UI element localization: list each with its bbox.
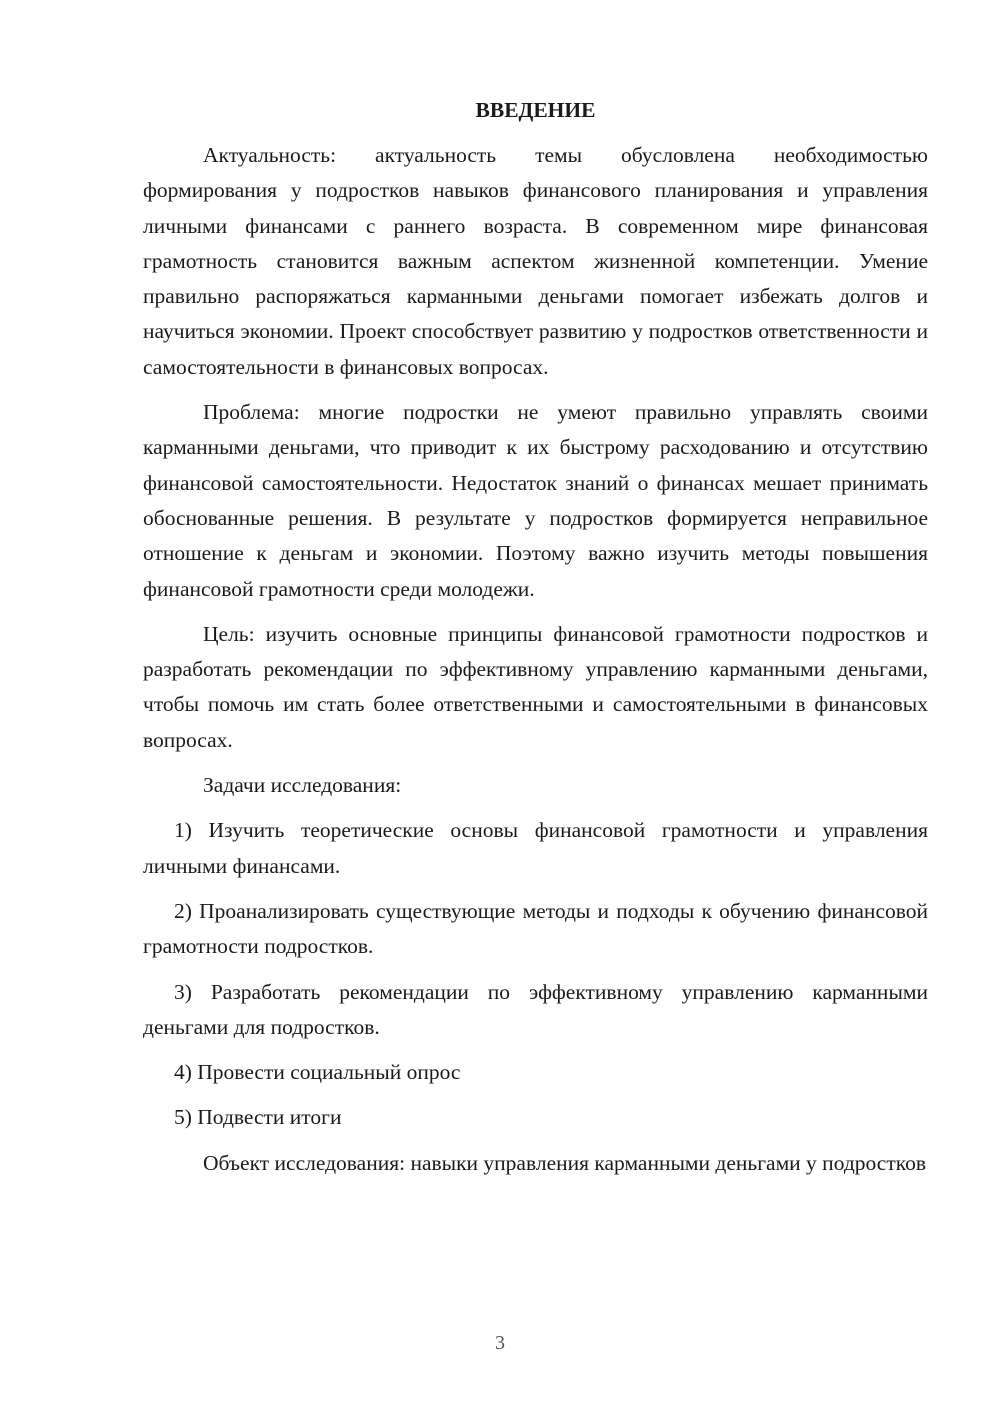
page-number: 3 [495, 1332, 505, 1354]
relevance-paragraph: Актуальность: актуальность темы обусловлена необходимостью формирования у подростков навыков финансового планирования и управления личными финансами с раннего возраста. В современном мире финансовая грамотность становится важным аспектом жизненной компетенции. Умение правильно распоряжаться карманными деньгами помогает избежать долгов и научиться экономии. Проект способствует развитию у подростков ответственности и самостоятельности в финансовых вопросах. [143, 143, 928, 379]
task-item-3: 3) Разработать рекомендации по эффективному управлению карманными деньгами для подростков. [143, 979, 928, 1039]
problem-paragraph: Проблема: многие подростки не умеют правильно управлять своими карманными деньгами, что приводит к их быстрому расходованию и отсутствию финансовой самостоятельности. Недостаток знаний о финансах мешает принимать обоснованные решения. В результате у подростков формируется неправильное отношение к деньгам и экономии. Поэтому важно изучить методы повышения финансовой грамотности среди молодежи. [143, 400, 928, 601]
section-heading: ВВЕДЕНИЕ [475, 98, 596, 122]
tasks-title: Задачи исследования: [203, 773, 402, 798]
task-item-1: 1) Изучить теоретические основы финансовой грамотности и управления личными финансами. [143, 818, 928, 878]
goal-paragraph: Цель: изучить основные принципы финансовой грамотности подростков и разработать рекомендации по эффективному управлению карманными деньгами, чтобы помочь им стать более ответственными и самостоятельными в финансовых вопросах. [143, 621, 928, 752]
task-item-2: 2) Проанализировать существующие методы и подходы к обучению финансовой грамотности подростков. [143, 898, 928, 959]
object-paragraph: Объект исследования: навыки управления карманными деньгами у подростков [203, 1150, 926, 1175]
task-item-4: 4) Провести социальный опрос [174, 1060, 461, 1085]
task-item-5: 5) Подвести итоги [174, 1105, 342, 1130]
document-page [143, 93, 928, 1191]
